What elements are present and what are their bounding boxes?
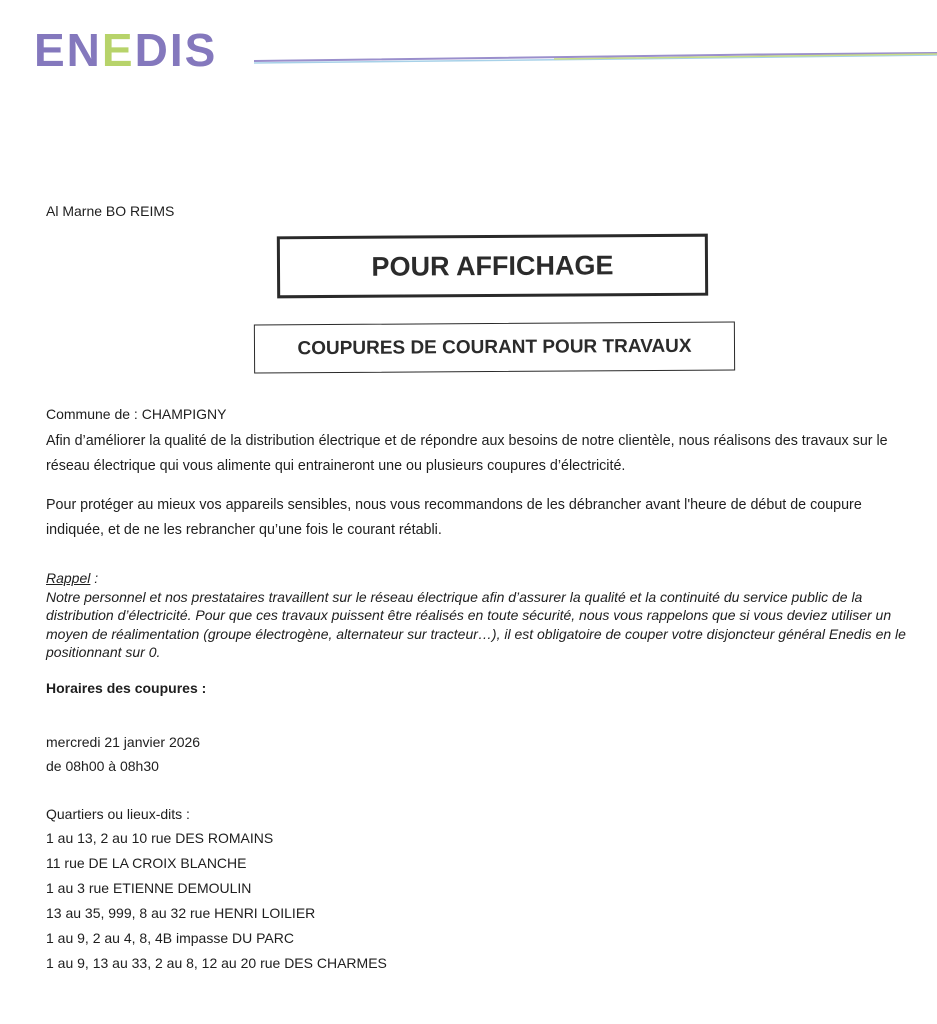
street-item: 1 au 3 rue ETIENNE DEMOULIN <box>46 880 252 896</box>
street-item: 11 rue DE LA CROIX BLANCHE <box>46 855 247 871</box>
schedule-time: de 08h00 à 08h30 <box>46 758 159 774</box>
paragraph-advice: Pour protéger au mieux vos appareils sensibles, nous vous recommandons de les débrancher avant l'heure de début de coupure indiquée, et de ne les rebrancher qu’une fois le courant rétabli. <box>46 497 862 538</box>
paragraph-intro: Afin d’améliorer la qualité de la distribution électrique et de répondre aux besoins de notre clientèle, nous réalisons des travaux sur le réseau électrique qui vous alimente qui entraineront une ou plusieurs coupures d’électricité. <box>46 433 888 474</box>
poster-title-box <box>277 234 708 299</box>
enedis-logo <box>34 26 244 74</box>
logo-letters-en: EN <box>34 26 102 74</box>
rappel-text: Notre personnel et nos prestataires travaillent sur le réseau électrique afin d’assurer la qualité et la continuité du service public de la distribution d’électricité. Pour que ces travaux puissent être réalisés en toute sécurité, nous vous rappelons que si vous deviez utiliser un moyen de réalimentation (groupe électrogène, alternateur sur tracteur…), il est obligatoire de couper votre disjoncteur général Enedis en le positionnant sur 0. <box>46 588 906 660</box>
svg-text:ENEDIS <box>34 26 217 74</box>
logo-letters-dis: DIS <box>134 26 218 74</box>
commune-label: Commune de : CHAMPIGNY <box>46 406 227 422</box>
schedule-date: mercredi 21 janvier 2026 <box>46 734 201 750</box>
hours-title: Horaires des coupures : <box>46 680 207 696</box>
street-item: 13 au 35, 999, 8 au 32 rue HENRI LOILIER <box>46 905 316 921</box>
rappel-title: Rappel <box>46 570 91 586</box>
subtitle: COUPURES DE COURANT POUR TRAVAUX <box>297 335 692 359</box>
street-item: 1 au 13, 2 au 10 rue DES ROMAINS <box>46 830 274 846</box>
header-decorative-line <box>254 50 937 68</box>
schedule <box>46 730 200 778</box>
street-item: 1 au 9, 2 au 4, 8, 4B impasse DU PARC <box>46 930 294 946</box>
rappel-colon: : <box>90 570 99 586</box>
enedis-logo-graphic <box>34 26 244 74</box>
logo-letter-e: E <box>101 26 135 74</box>
poster-title: POUR AFFICHAGE <box>371 249 614 282</box>
street-list <box>46 828 387 978</box>
street-item: 1 au 9, 13 au 33, 2 au 8, 12 au 20 rue DES CHARMES <box>46 955 387 971</box>
quartiers-title: Quartiers ou lieux-dits : <box>46 806 190 822</box>
subtitle-box <box>254 322 735 374</box>
sender-label: Al Marne BO REIMS <box>46 203 175 219</box>
rappel-section <box>46 569 911 662</box>
